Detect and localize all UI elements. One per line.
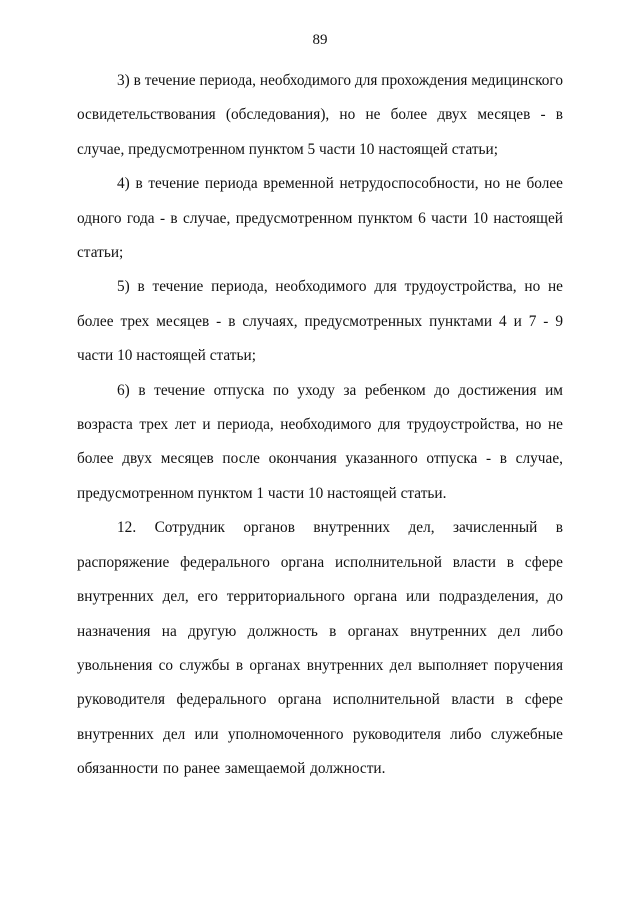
- paragraph-item-4: 4) в течение периода временной нетрудоспособности, но не более одного года - в случае, предусмотренном пунктом 6 части 10 настоящей статьи;: [77, 175, 563, 262]
- page-number: 89: [312, 32, 328, 48]
- paragraph-section-12: 12. Сотрудник органов внутренних дел, зачисленный в распоряжение федерального органа исполнительной власти в сфере внутренних дел, его территориального органа или подразделения, до назначения на другую должность в органах внутренних дел либо увольнения со службы в органах внутренних дел выполняет поручения руководителя федерального органа исполнительной власти в сфере внутренних дел или уполномоченного руководителя либо служебные обязанности по ранее замещаемой должности.: [77, 519, 563, 778]
- paragraph-item-6: 6) в течение отпуска по уходу за ребенком до достижения им возраста трех лет и периода, необходимого для трудоустройства, но не более двух месяцев после окончания указанного отпуска - в случае, предусмотренном пунктом 1 части 10 настоящей статьи.: [77, 381, 563, 502]
- document-body: [77, 64, 563, 787]
- paragraph-item-3: 3) в течение периода, необходимого для прохождения медицинского освидетельствования (обследования), но не более двух месяцев - в случае, предусмотренном пунктом 5 части 10 настоящей статьи;: [77, 72, 563, 158]
- paragraph-item-5: 5) в течение периода, необходимого для трудоустройства, но не более трех месяцев - в случаях, предусмотренных пунктами 4 и 7 - 9 части 10 настоящей статьи;: [77, 278, 563, 365]
